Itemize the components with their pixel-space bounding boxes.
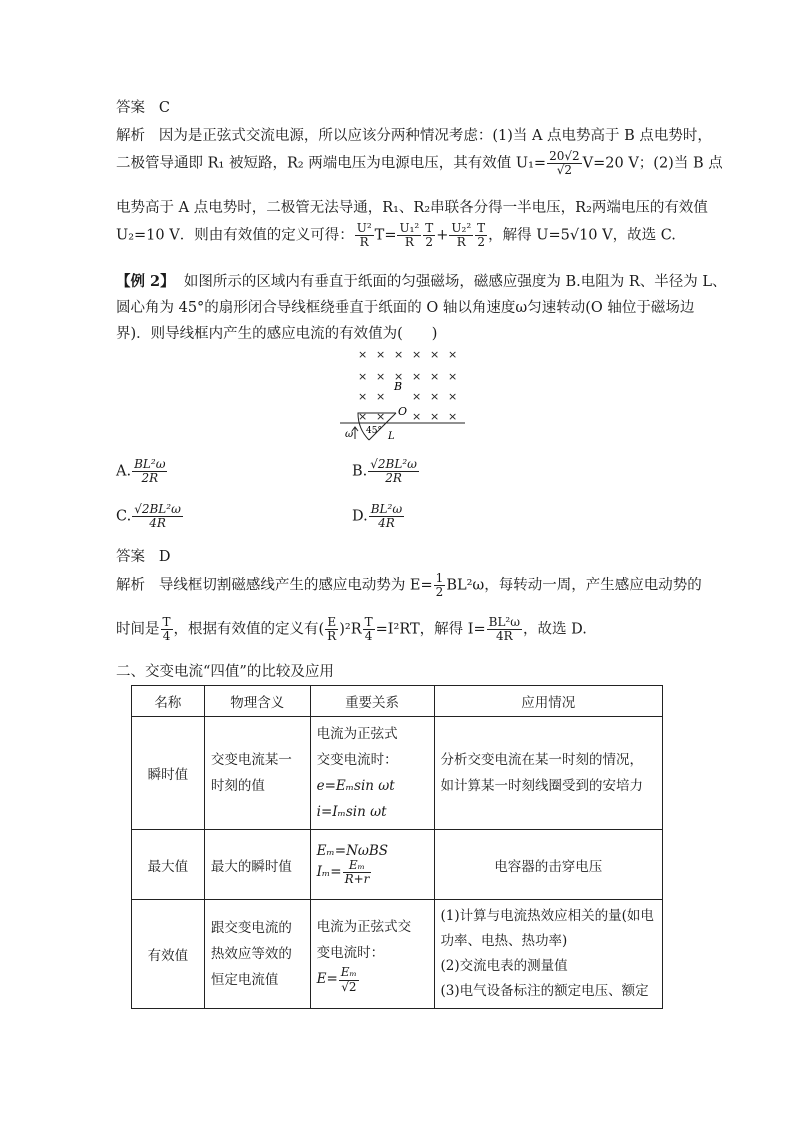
application-line: (3)电气设备标注的额定电压、额定 (440, 983, 649, 999)
option-D-label: D. (352, 508, 368, 525)
analysis-1-text-1: 因为是正弦式交流电源，所以应该分两种情况考虑：(1)当 A 点电势高于 B 点电势时， (158, 128, 712, 144)
fraction-den: √2 (341, 979, 357, 994)
analysis-1-line-1 (116, 124, 712, 145)
analysis-2-line-2 (116, 616, 587, 643)
field-cross: × (394, 348, 404, 361)
option-A[interactable] (116, 458, 168, 485)
field-cross: × (448, 410, 458, 423)
table-cell-name: 有效值 (132, 900, 205, 1009)
answer-1-label: 答案 (116, 100, 145, 116)
analysis-1-text-2a: 二极管导通即 R₁ 被短路，R₂ 两端电压为电源电压，其有效值 U₁= (116, 155, 547, 172)
fraction-den: R (456, 235, 466, 250)
analysis-1-text-3: 电势高于 A 点电势时，二极管无法导通，R₁、R₂串联各分得一半电压，R₂两端电压的有效值 (116, 200, 708, 216)
analysis-1-line-4 (116, 222, 676, 249)
fraction-num: U₂² (451, 221, 472, 235)
fraction-den: 4 (364, 629, 373, 644)
field-cross: × (448, 348, 458, 361)
fraction-num: √2BL²ω (370, 457, 417, 471)
label-O: O (398, 405, 408, 418)
label-L: L (388, 431, 395, 442)
field-cross: × (358, 390, 368, 403)
fraction-num: U₁² (399, 221, 420, 235)
option-C[interactable] (116, 503, 184, 530)
option-A-fraction (132, 458, 167, 485)
answer-2-value: D (158, 549, 171, 565)
fraction (487, 616, 522, 643)
label-omega: ω (345, 429, 354, 440)
table-cell-relation (310, 830, 434, 900)
fraction-num: BL²ω (134, 457, 166, 471)
analysis-2-text-2a: 时间是 (116, 621, 160, 638)
label-B: B (394, 380, 403, 393)
table-header: 名称 (132, 686, 205, 717)
analysis-2-text-2d: =I²RT，解得 I= (375, 621, 486, 638)
fraction-den: 2 (477, 235, 485, 250)
fraction-num: U² (356, 221, 372, 235)
fraction-den: 4R (149, 516, 166, 531)
table-cell-meaning: 交变电流某一时刻的值 (204, 717, 310, 830)
fraction-den: 4R (378, 516, 395, 531)
fraction-den: 2 (425, 235, 434, 250)
example-2-text-1: 如图所示的区域内有垂直于纸面的匀强磁场，磁感应强度为 B.电阻为 R、半径为 L、 (183, 274, 727, 290)
relation-line: i=Iₘsin ωt (316, 804, 387, 820)
four-values-table (131, 685, 663, 1009)
fraction (363, 616, 375, 643)
table-cell-meaning: 最大的瞬时值 (204, 830, 310, 900)
field-cross: × (412, 348, 422, 361)
fraction-num: T (477, 221, 486, 235)
table-cell-meaning: 跟交变电流的热效应等效的恒定电流值 (204, 900, 310, 1009)
magnetic-field-figure (340, 345, 470, 445)
table-cell-name: 最大值 (132, 830, 205, 900)
field-cross: × (412, 410, 422, 423)
field-cross: × (412, 370, 422, 383)
analysis-2-text-2c: )²R (339, 621, 362, 638)
cross-grid (358, 348, 457, 423)
table-cell-relation (310, 900, 434, 1009)
field-cross: × (376, 390, 386, 403)
section-2-title: 二、交变电流“四值”的比较及应用 (116, 664, 334, 680)
fraction-den: R+r (344, 872, 370, 886)
fraction-den: 2R (385, 471, 402, 486)
relation-line: e=Eₘsin ωt (316, 778, 395, 794)
label-angle: 45° (366, 426, 382, 436)
option-C-fraction (132, 503, 183, 530)
table-header: 物理含义 (204, 686, 310, 717)
option-B-fraction (368, 458, 419, 485)
application-line: 功率、电热、热功率) (440, 933, 568, 949)
analysis-1-text-4b: ，解得 U=5√10 V，故选 C. (488, 227, 676, 244)
analysis-1-label: 解析 (116, 128, 145, 144)
application-line: (1)计算与电流热效应相关的量(如电 (440, 908, 654, 924)
table-cell-relation (310, 717, 434, 830)
relation-line: 变电流时： (316, 945, 385, 962)
field-cross: × (376, 348, 386, 361)
field-cross: × (448, 370, 458, 383)
field-cross: × (430, 410, 440, 423)
eq-text: T= (374, 227, 397, 244)
answer-1 (116, 96, 170, 117)
fraction (339, 966, 359, 993)
table-cell-application: 电容器的击穿电压 (434, 830, 663, 900)
table-header-row (132, 686, 663, 717)
relation-line: 电流为正弦式 (316, 726, 398, 742)
option-B[interactable] (352, 458, 420, 485)
relation-line: Eₘ=NωBS (316, 842, 389, 859)
fraction (397, 222, 421, 249)
table-header: 重要关系 (310, 686, 434, 717)
field-cross: × (376, 410, 386, 423)
application-line: (2)交流电表的测量值 (440, 958, 568, 974)
field-cross: × (358, 410, 368, 423)
relation-line (317, 859, 428, 886)
table-cell-application: 分析交变电流在某一时刻的情况，如计算某一时刻线圈受到的安培力 (434, 717, 663, 830)
fraction-num: T (162, 615, 171, 629)
field-cross: × (430, 370, 440, 383)
fraction (343, 859, 372, 886)
fraction-den: 4R (496, 629, 513, 644)
analysis-2-text-1a: 导线框切割磁感线产生的感应电动势为 E= (158, 577, 433, 594)
table-row (132, 900, 663, 1009)
fraction (355, 222, 374, 249)
field-cross: × (430, 390, 440, 403)
table-header: 应用情况 (434, 686, 663, 717)
table-cell-application (434, 900, 663, 1009)
option-A-label: A. (116, 463, 132, 480)
field-cross: × (448, 390, 458, 403)
field-cross: × (412, 390, 422, 403)
analysis-2-label: 解析 (116, 577, 145, 594)
relation-lhs: E= (316, 971, 338, 988)
fraction-num: Eₘ (343, 859, 372, 873)
field-cross: × (394, 370, 404, 383)
relation-lhs: Iₘ= (316, 864, 342, 880)
option-D-fraction (369, 503, 404, 530)
analysis-1-text-4a: U₂=10 V．则由有效值的定义可得： (116, 227, 354, 244)
fraction-den: √2 (556, 163, 572, 178)
analysis-2-text-2e: ，故选 D. (523, 621, 587, 638)
analysis-1-text-2b: V=20 V；(2)当 B 点 (582, 155, 723, 172)
example-2-line-2 (116, 296, 694, 317)
analysis-2-line-1 (116, 572, 702, 599)
answer-2-label: 答案 (116, 549, 145, 565)
relation-line (317, 966, 428, 993)
analysis-1-line-2 (116, 150, 723, 177)
fraction-num: BL²ω (370, 502, 403, 516)
fraction-den: R (359, 235, 369, 250)
fraction-den: R (404, 235, 414, 250)
fraction-num: BL²ω (488, 615, 521, 629)
fraction-den: 2R (141, 471, 159, 486)
answer-1-value: C (158, 100, 170, 116)
fraction (434, 572, 446, 599)
example-2-line-1 (116, 270, 727, 291)
table-row (132, 717, 663, 830)
answer-2 (116, 545, 170, 566)
fraction-num: T (425, 221, 434, 235)
table-cell-name: 瞬时值 (132, 717, 205, 830)
analysis-2-text-2b: ，根据有效值的定义有( (173, 621, 325, 638)
fraction (325, 616, 338, 643)
fraction-num: T (364, 615, 373, 629)
option-D[interactable] (352, 503, 405, 530)
fraction-num: Eₘ (340, 965, 357, 980)
example-2-line-3 (116, 322, 437, 343)
example-2-tag: 【例 2】 (116, 273, 175, 290)
fraction (423, 222, 435, 249)
fraction-num: √2BL²ω (134, 502, 181, 516)
option-B-label: B. (352, 463, 368, 480)
field-cross: × (376, 370, 386, 383)
fraction (449, 222, 473, 249)
relation-line: 交变电流时： (316, 752, 398, 768)
fraction-num: 20√2 (549, 149, 580, 163)
analysis-2-text-1b: BL²ω，每转动一周，产生感应电动势的 (446, 577, 702, 594)
fraction-num: E (325, 616, 338, 630)
relation-line: 电流为正弦式交 (316, 919, 412, 936)
fraction-den: 4 (162, 629, 171, 644)
option-C-label: C. (116, 508, 132, 525)
fraction (475, 222, 487, 249)
eq-text: + (436, 227, 449, 244)
fraction-den: 2 (435, 585, 444, 600)
field-cross: × (430, 348, 440, 361)
example-2-text-2: 圆心角为 45°的扇形闭合导线框绕垂直于纸面的 O 轴以角速度ω匀速转动(O 轴位于磁场边 (116, 300, 695, 316)
fraction-num: 1 (435, 571, 444, 585)
field-cross: × (358, 348, 368, 361)
fraction (547, 150, 582, 177)
table-row (132, 830, 663, 900)
example-2-text-3: 界)．则导线框内产生的感应电流的有效值为( ) (116, 326, 438, 342)
fraction-den: R (327, 629, 337, 644)
fraction (161, 616, 173, 643)
analysis-1-line-3 (116, 196, 708, 217)
field-cross: × (358, 370, 368, 383)
